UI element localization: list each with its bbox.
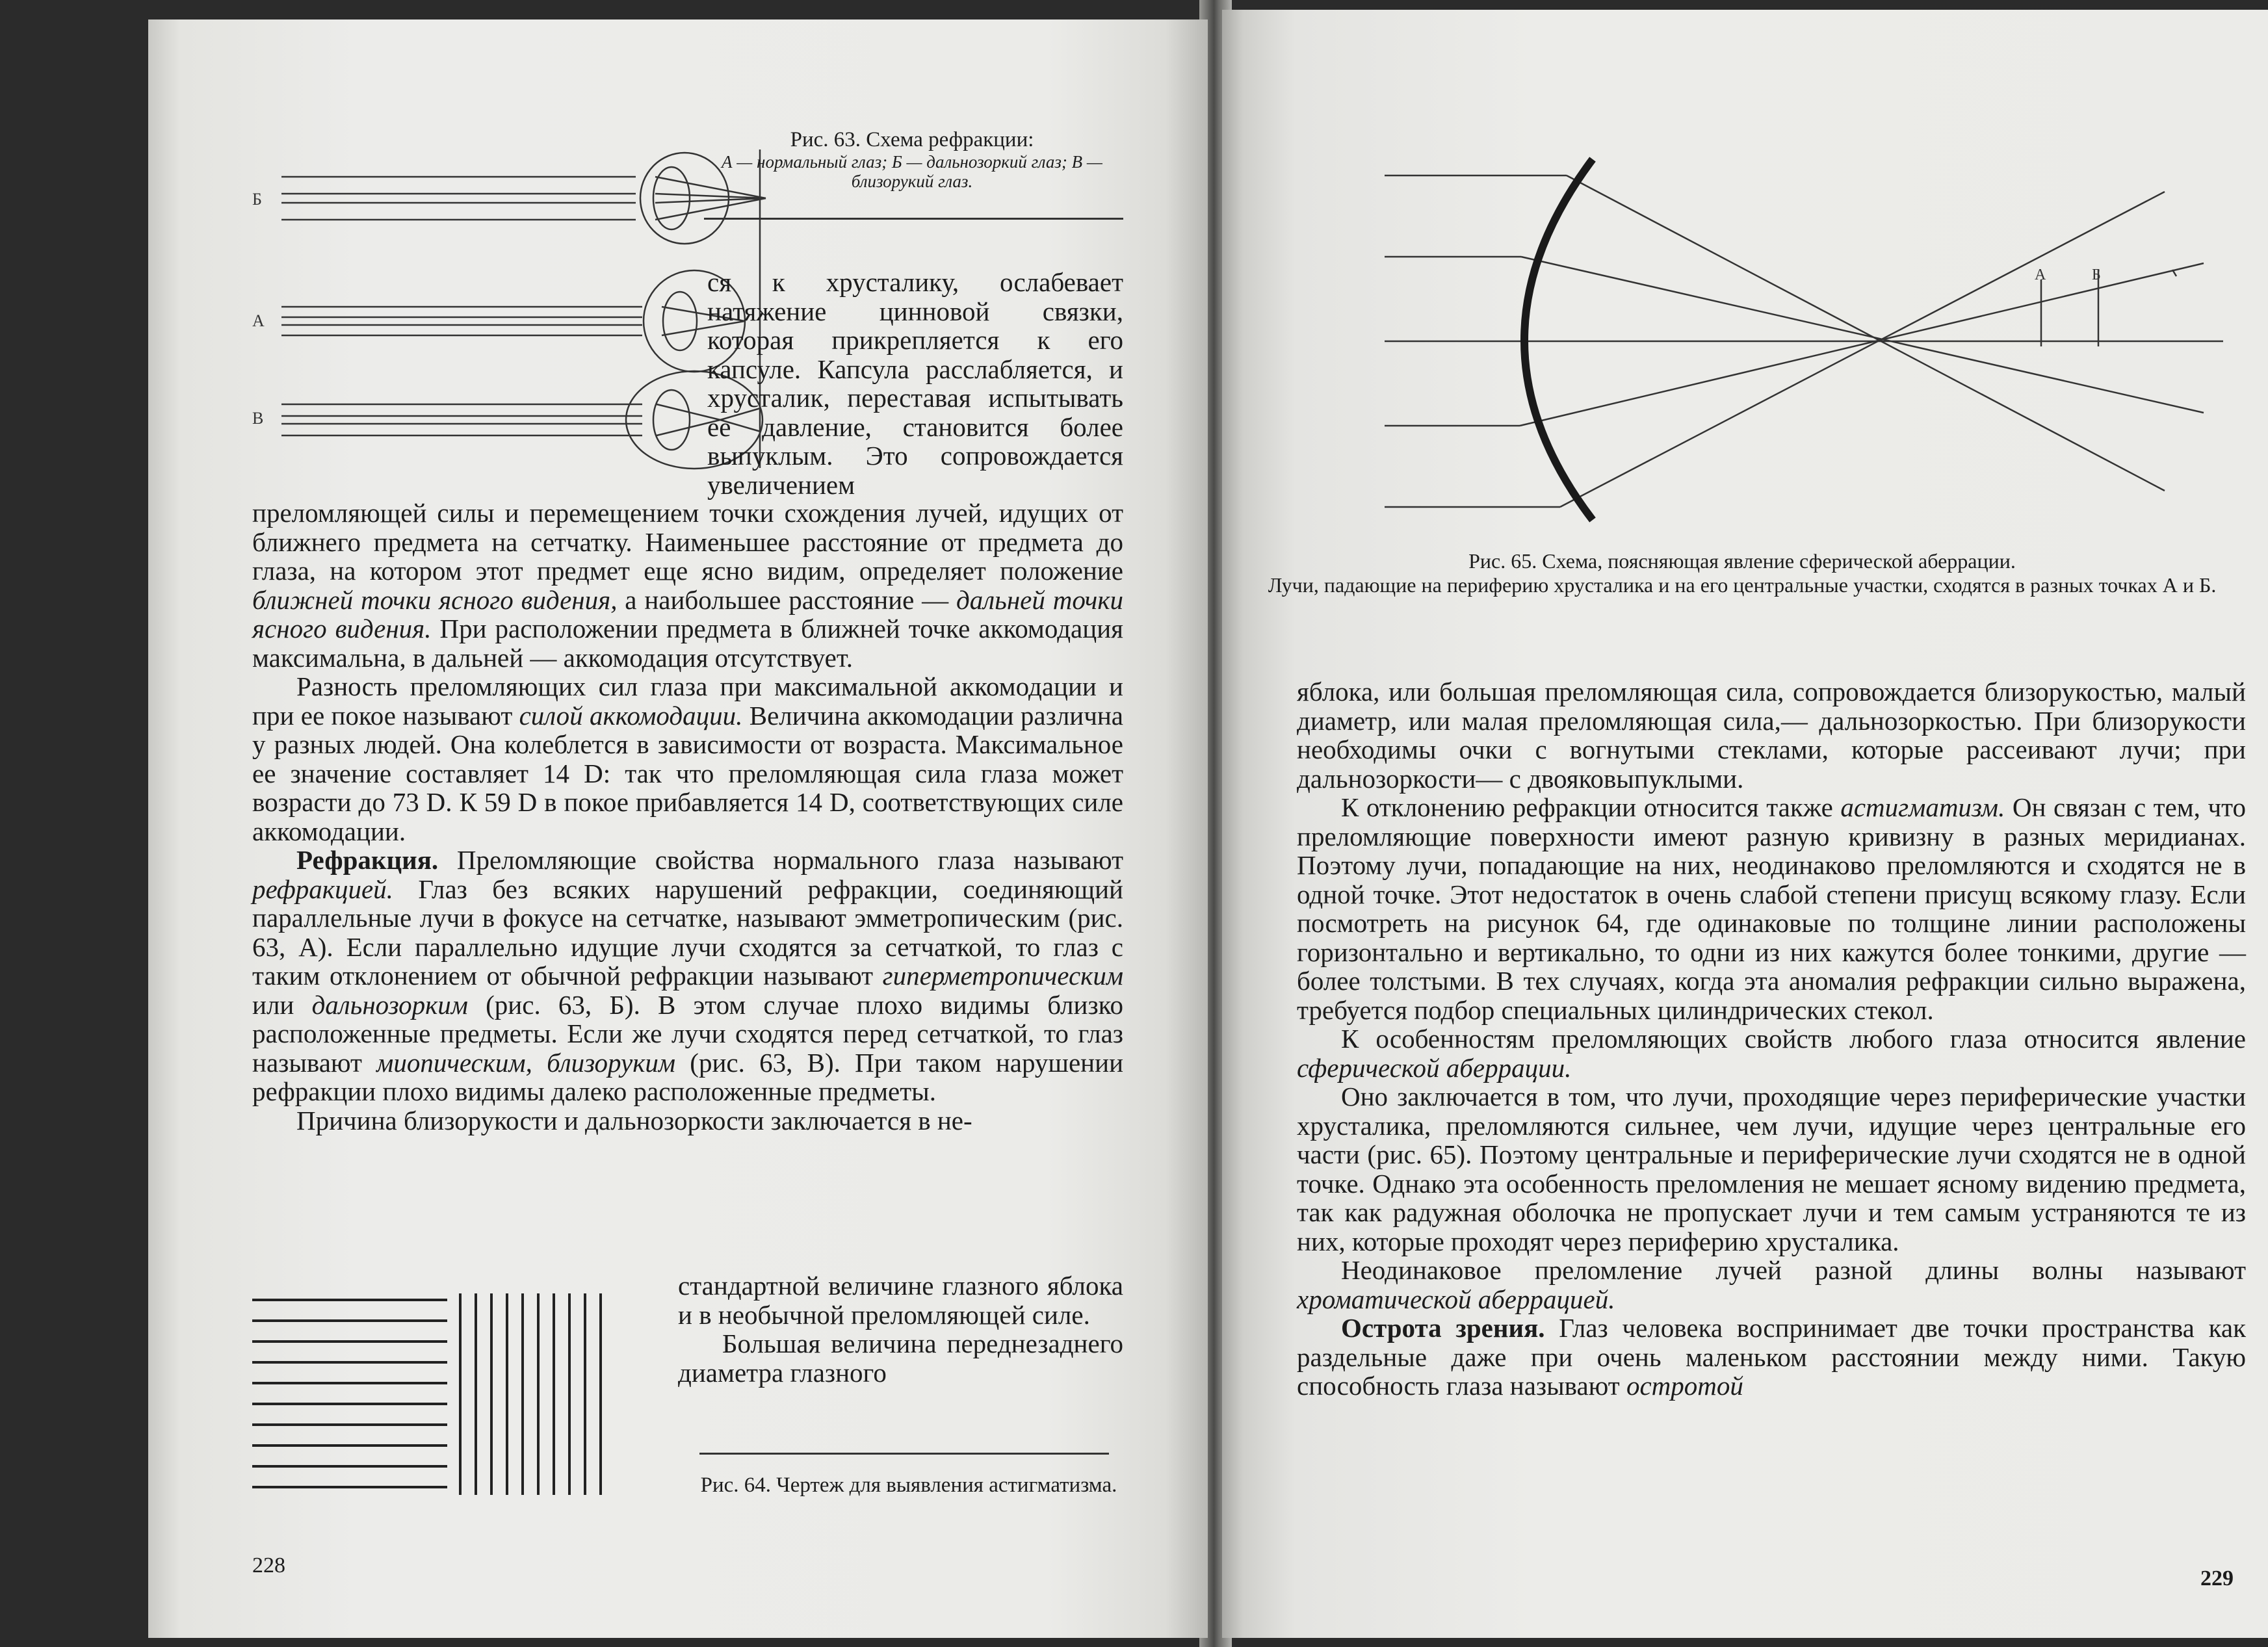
fig64-rule: [699, 1453, 1109, 1455]
narrow-paragraph-3: Большая величина переднезаднего диаметра глазного: [678, 1329, 1123, 1388]
left-paragraph-1: преломляющей силы и перемещением точки схождения лучей, идущих от ближнего предмета на сетчатку. Наименьшее расстояние от предмета до глаза, на котором этот предмет еще ясно видим, определяет положение ближней точки ясного видения, а наибольшее расстояние — дальней точки ясного видения. При расположении предмета в ближней точке аккомодация максимальна, в дальней — аккомодация отсутствует.: [252, 498, 1123, 673]
narrow-text-1: [707, 268, 1123, 499]
figure-64-astigmatism-chart: [252, 1293, 616, 1508]
figure-65-spherical-aberration-diagram: [1385, 140, 2230, 530]
narrow-paragraph-2: стандартной величине глазного яблока и в необычной преломляющей силе.: [678, 1271, 1123, 1330]
fig63-title: Рис. 63. Схема рефракции:: [790, 128, 1034, 151]
right-paragraph-1: яблока, или большая преломляющая сила, сопровождается близорукостью, малый диаметр, или малая преломляющая сила,— дальнозоркостью. При близорукости необходимы очки с вогнутыми стеклами, которые рассеивают лучи; при дальнозоркости— с двояковыпуклыми.: [1297, 677, 2246, 794]
left-paragraph-4: Причина близорукости и дальнозоркости заключается в не-: [296, 1105, 972, 1135]
narrow-paragraph-1: ся к хрусталику, ослабевает натяжение цинновой связки, которая прикрепляется к его капсуле. Капсула расслабляется, и хрусталик, переставая испытывать ее давление, становится более выпуклым. Это сопровождается увеличением: [707, 267, 1123, 500]
fig65-caption-line-2: Лучи, падающие на периферию хрусталика и на его центральные участки, сходятся в разных точках А и Б.: [1268, 573, 2217, 597]
fig63-rule: [704, 218, 1123, 220]
right-paragraph-6: Острота зрения. Глаз человека воспринимает две точки пространства как раздельные даже при очень маленьком расстоянии между ними. Такую способность глаза называют остротой: [1297, 1313, 2247, 1401]
eye-normal: [281, 270, 745, 372]
left-main-text: [252, 499, 1123, 1135]
right-paragraph-5: Неодинаковое преломление лучей разной длины волны называют хроматической аберрацией.: [1297, 1255, 2246, 1314]
left-paragraph-2: Разность преломляющих сил глаза при максимальной аккомодации и при ее покое называют силой аккомодации. Величина аккомодации различна у разных людей. Она колеблется в зависимости от возраста. Максимальное ее значение составляет 14 D: так что преломляющая сила глаза может возрасти до 73 D. К 59 D в покое прибавляется 14 D, соответствующих силе аккомодации.: [252, 671, 1123, 846]
left-paragraph-3: Рефракция. Преломляющие свойства нормального глаза называют рефракцией. Глаз без всяких нарушений рефракции, соединяющий параллельные лучи в фокусе на сетчатке, называют эмметропическим (рис. 63, А). Если параллельно идущие лучи сходятся за сетчаткой, то глаз с таким отклонением от обычной рефракции называют гиперметропическим или дальнозорким (рис. 63, Б). В этом случае плохо видимы близко расположенные предметы. Если же лучи сходятся перед сетчаткой, то глаз называют миопическим, близоруким (рис. 63, В). При таком нарушении рефракции плохо видимы далеко расположенные предметы.: [252, 845, 1124, 1106]
right-paragraph-3: К особенностям преломляющих свойств любого глаза относится явление сферической аберрации.: [1297, 1024, 2246, 1083]
fig65-label-a: А: [2035, 266, 2046, 283]
right-page: [1222, 10, 2268, 1638]
fig65-label-b: Б: [2092, 266, 2101, 283]
right-paragraph-4: Оно заключается в том, что лучи, проходящие через периферические участки хрусталика, преломляются сильнее, чем лучи, идущие через центральные его части (рис. 65). Поэтому центральные и периферические лучи сходятся не в одной точке. Однако эта особенность преломления не мешает ясному видению предмета, так как радужная оболочка не пропускает лучи и тем самым устраняются те из них, которые проходят через периферию хрусталика.: [1297, 1082, 2246, 1256]
fig63-label-v: В: [252, 409, 264, 428]
fig63-label-b: Б: [252, 190, 262, 209]
right-main-text: [1297, 677, 2246, 1401]
eye-farsighted: [281, 153, 766, 244]
page-number-left: 228: [252, 1553, 285, 1577]
page-number-right: 229: [2200, 1566, 2234, 1590]
left-page: [148, 19, 1208, 1638]
fig64-caption: Рис. 64. Чертеж для выявления астигматизма.: [700, 1473, 1117, 1497]
fig63-caption: [697, 129, 1127, 191]
right-paragraph-2: К отклонению рефракции относится также астигматизм. Он связан с тем, что преломляющие поверхности имеют разную кривизну в разных меридианах. Поэтому лучи, попадающие на них, неодинаково преломляются и сходятся не в одной точке. Этот недостаток в очень слабой степени присущ всякому глазу. Если посмотреть на рисунок 64, где одинаковые по толщине линии расположены горизонтально и вертикально, то одни из них кажутся более тонкими, другие — более толстыми. В тех случаях, когда эта аномалия рефракции сильно выражена, требуется подбор специальных цилиндрических стекол.: [1297, 792, 2247, 1025]
narrow-text-2: [678, 1271, 1123, 1387]
eye-nearsighted: [281, 371, 763, 469]
fig63-subtitle: А — нормальный глаз; Б — дальнозоркий глаз; В — близорукий глаз.: [722, 152, 1102, 191]
fig65-caption-line-1: Рис. 65. Схема, поясняющая явление сферической аберрации.: [1468, 549, 2016, 573]
fig63-label-a: А: [252, 311, 265, 330]
fig65-caption: [1248, 549, 2236, 597]
